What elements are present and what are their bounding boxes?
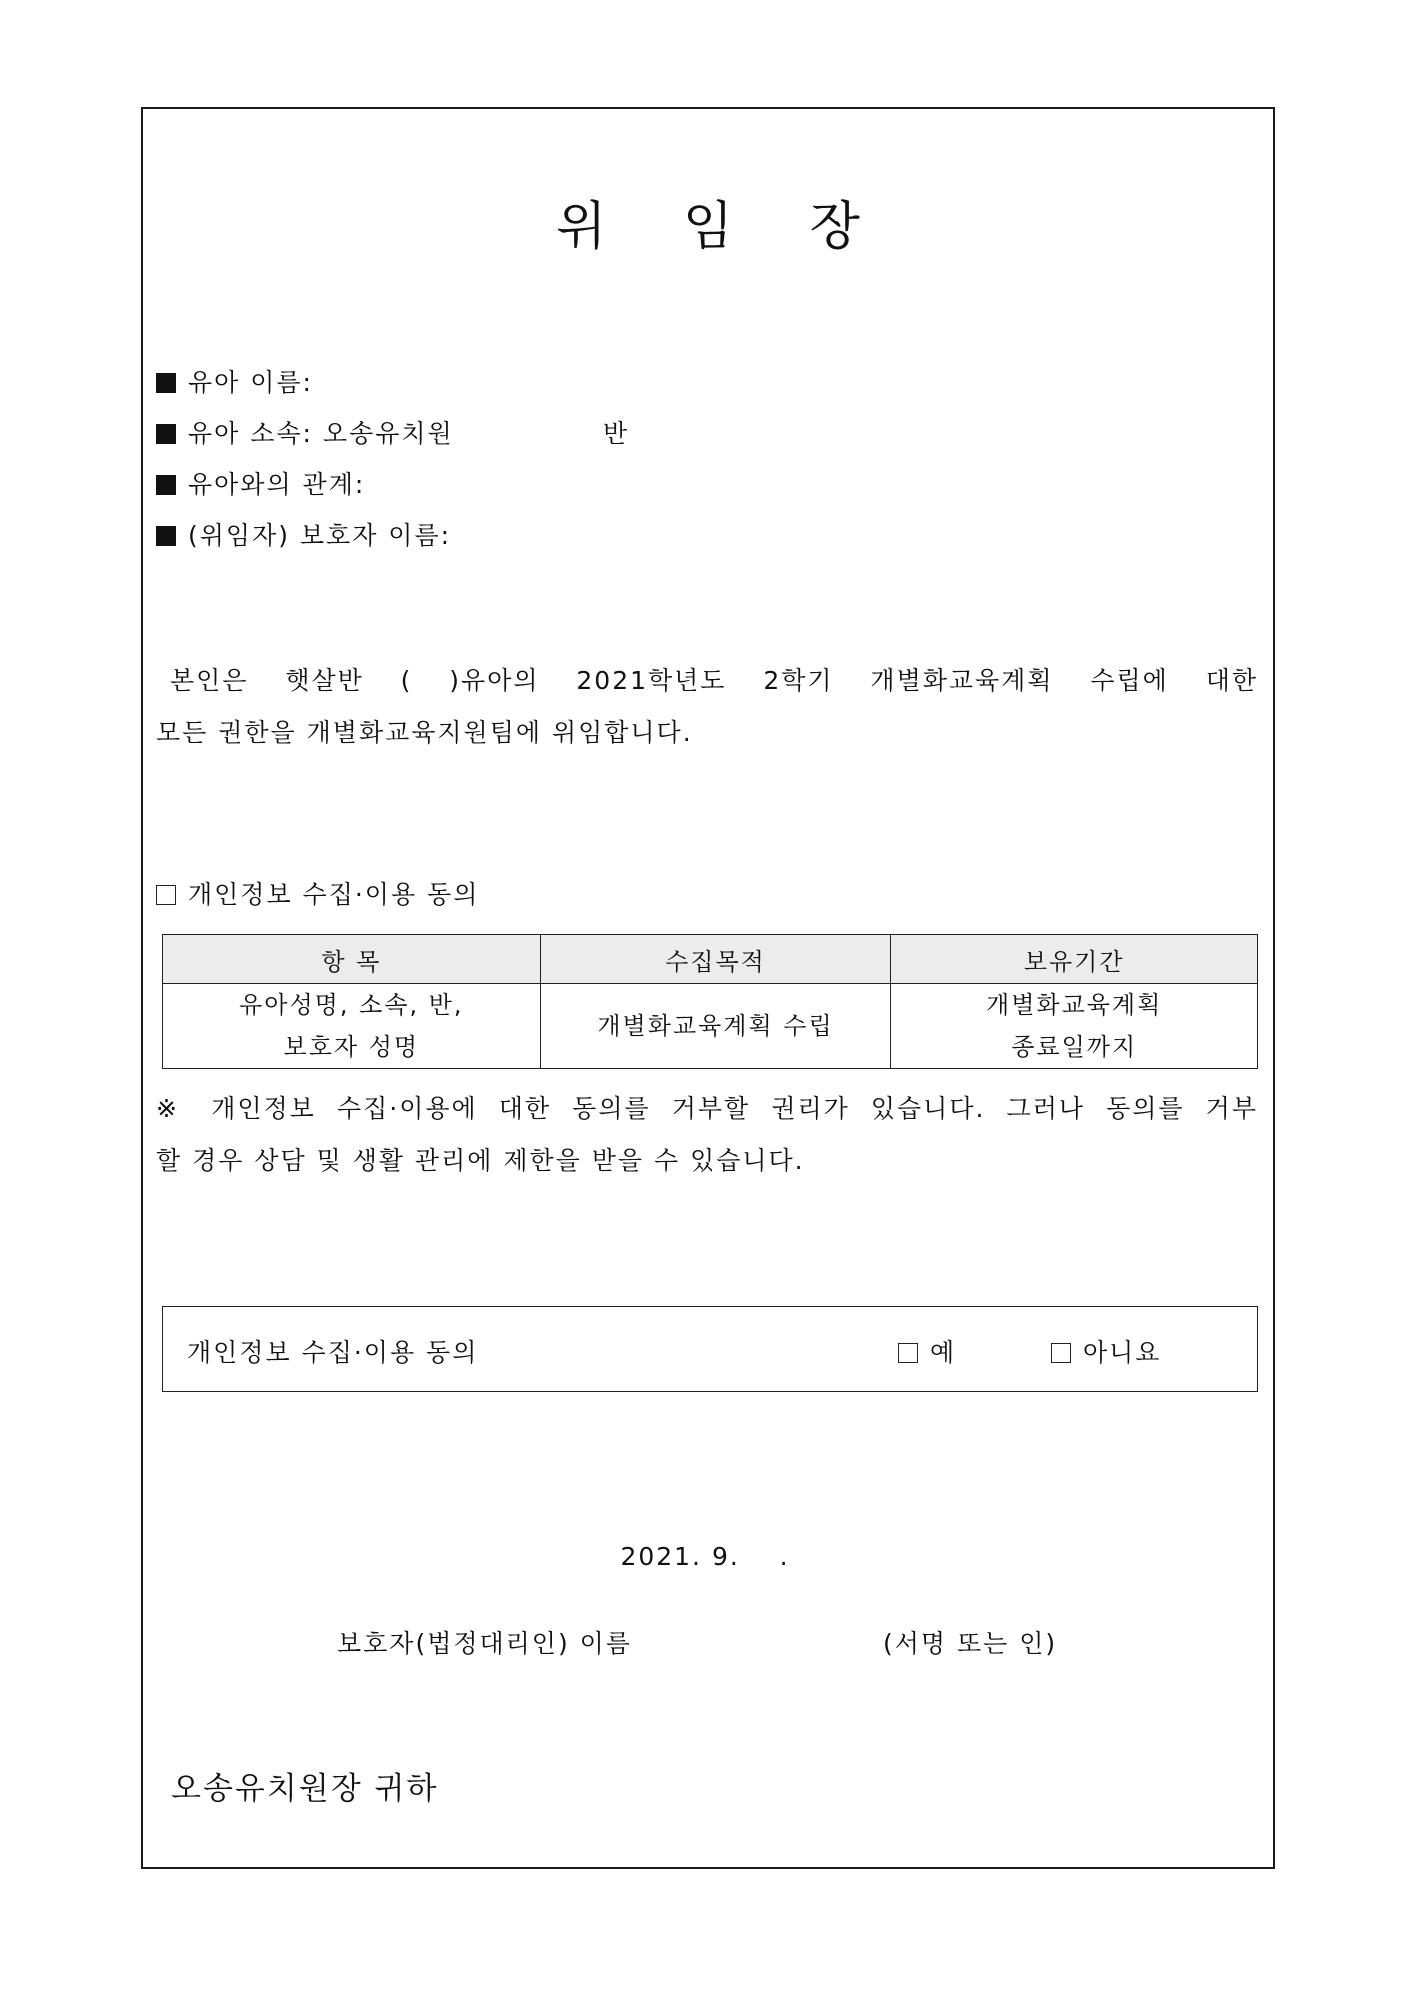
cell-period-line-1: 개별화교육계획 xyxy=(986,991,1163,1019)
notice-line-2: 할 경우 상담 및 생활 관리에 제한을 받을 수 있습니다. xyxy=(156,1146,805,1175)
document-title: 위 임 장 xyxy=(556,197,890,257)
header-item: 항 목 xyxy=(163,935,541,984)
consent-no-option[interactable] xyxy=(1051,1333,1161,1369)
consent-no-label: 아니요 xyxy=(1083,1338,1162,1367)
privacy-notice xyxy=(156,1083,1258,1187)
statement-line-2: 모든 권한을 개별화교육지원팀에 위임합니다. xyxy=(156,718,693,747)
cell-item-line-2: 보호자 성명 xyxy=(283,1033,420,1061)
document-frame xyxy=(141,107,1275,1869)
header-period: 보유기간 xyxy=(891,935,1258,984)
bullet-square-icon xyxy=(156,373,176,393)
privacy-heading xyxy=(156,875,479,911)
consent-yes-option[interactable] xyxy=(898,1333,956,1369)
child-name-label: 유아 이름: xyxy=(188,368,313,397)
signature-label: (서명 또는 인) xyxy=(883,1629,1058,1658)
cell-item-line-1: 유아성명, 소속, 반, xyxy=(239,991,464,1019)
child-name-field xyxy=(156,363,313,399)
bullet-square-icon xyxy=(156,424,176,444)
guardian-name-label: 보호자(법정대리인) 이름 xyxy=(337,1629,632,1658)
statement-line-1: 본인은 햇살반 ( )유아의 2021학년도 2학기 개별화교육계획 수립에 대한 xyxy=(170,666,1258,695)
relationship-field xyxy=(156,465,365,501)
delegation-statement xyxy=(156,655,1258,759)
consent-yes-label: 예 xyxy=(930,1338,957,1367)
cell-purpose: 개별화교육계획 수립 xyxy=(540,984,891,1069)
notice-line-1: ※ 개인정보 수집·이용에 대한 동의를 거부할 권리가 있습니다. 그러나 동의를 거부 xyxy=(156,1094,1258,1123)
date-line: 2021. 9. . xyxy=(620,1542,790,1571)
cell-item xyxy=(163,984,541,1069)
class-suffix: 반 xyxy=(603,419,630,448)
header-purpose: 수집목적 xyxy=(540,935,891,984)
cell-period-line-2: 종료일까지 xyxy=(1011,1033,1138,1061)
checkbox-icon xyxy=(156,885,176,905)
guardian-name-label: (위임자) 보호자 이름: xyxy=(188,521,452,550)
relationship-label: 유아와의 관계: xyxy=(188,470,366,499)
table-row xyxy=(163,984,1258,1069)
checkbox-icon[interactable] xyxy=(898,1343,918,1363)
table-header-row xyxy=(163,935,1258,984)
consent-label: 개인정보 수집·이용 동의 xyxy=(187,1338,479,1367)
addressee: 오송유치원장 귀하 xyxy=(171,1771,439,1807)
child-affiliation-field xyxy=(156,414,454,450)
privacy-table xyxy=(162,934,1258,1069)
privacy-heading-label: 개인정보 수집·이용 동의 xyxy=(188,880,480,909)
bullet-square-icon xyxy=(156,526,176,546)
checkbox-icon[interactable] xyxy=(1051,1343,1071,1363)
bullet-square-icon xyxy=(156,475,176,495)
consent-box xyxy=(162,1306,1258,1392)
guardian-name-field xyxy=(156,516,451,552)
child-affiliation-label: 유아 소속: 오송유치원 xyxy=(188,419,454,448)
cell-period xyxy=(891,984,1258,1069)
